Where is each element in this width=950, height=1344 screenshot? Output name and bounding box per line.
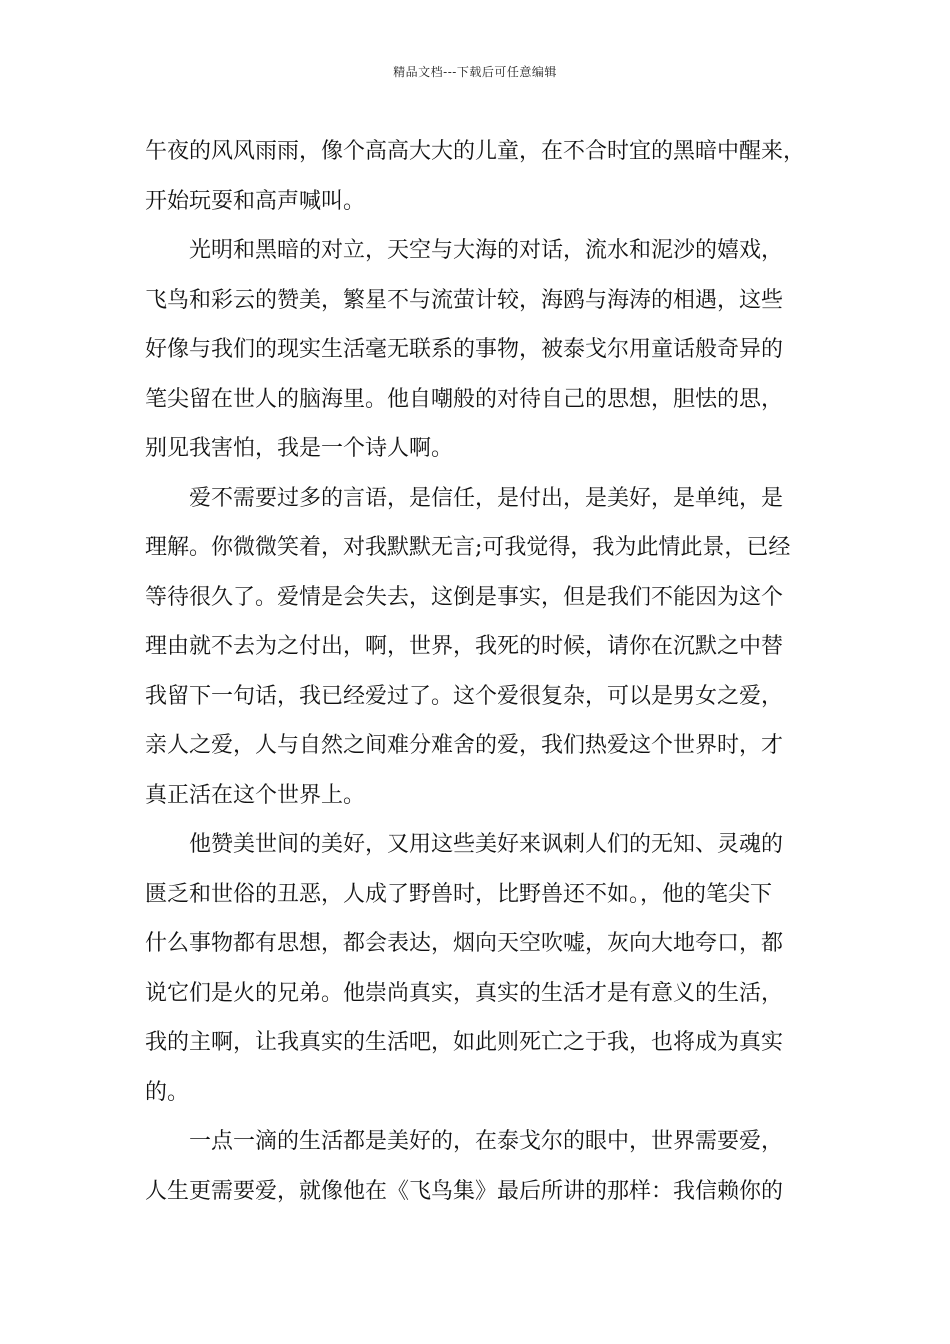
text-line: 匮乏和世俗的丑恶，人成了野兽时，比野兽还不如。，他的笔尖下 xyxy=(145,881,773,907)
text-line: 他赞美世间的美好，又用这些美好来讽刺人们的无知、灵魂的 xyxy=(189,832,784,857)
paragraph-2 xyxy=(145,226,811,474)
document-body xyxy=(145,127,811,1216)
paragraph-3 xyxy=(145,474,811,821)
text-line: 开始玩耍和高声喊叫。 xyxy=(145,188,366,214)
text-line: 理解。你微微笑着，对我默默无言;可我觉得，我为此情此景，已经 xyxy=(145,535,791,560)
text-line: 的。 xyxy=(145,1079,190,1105)
text-line: 别见我害怕，我是一个诗人啊。 xyxy=(145,436,454,461)
text-line: 什么事物都有思想，都会表达，烟向天空吹嘘，灰向大地夸口，都 xyxy=(145,931,784,956)
text-line: 真正活在这个世界上。 xyxy=(145,782,366,808)
paragraph-1 xyxy=(145,127,811,226)
text-line: 飞鸟和彩云的赞美，繁星不与流萤计较，海鸥与海涛的相遇，这些 xyxy=(145,287,784,313)
paragraph-5 xyxy=(145,1117,811,1216)
text-line: 一点一滴的生活都是美好的，在泰戈尔的眼中，世界需要爱， xyxy=(189,1129,784,1154)
text-line: 理由就不去为之付出，啊，世界，我死的时候，请你在沉默之中替 xyxy=(145,634,784,659)
text-line: 我的主啊，让我真实的生活吧，如此则死亡之于我，也将成为真实 xyxy=(145,1030,784,1055)
text-line: 午夜的风风雨雨，像个高高大大的儿童，在不合时宜的黑暗中醒来， xyxy=(145,139,806,164)
text-line: 好像与我们的现实生活毫无联系的事物，被泰戈尔用童话般奇异的 xyxy=(145,337,784,362)
page-header: 精品文档---下载后可任意编辑 xyxy=(393,65,557,79)
text-line: 爱不需要过多的言语，是信任，是付出，是美好，是单纯，是 xyxy=(189,485,784,511)
text-line: 人生更需要爱，就像他在《飞鸟集》最后所讲的那样：我信赖你的 xyxy=(145,1178,784,1204)
paragraph-4 xyxy=(145,820,811,1117)
text-line: 笔尖留在世人的脑海里。他自嘲般的对待自己的思想，胆怯的思， xyxy=(145,386,784,412)
text-line: 说它们是火的兄弟。他崇尚真实，真实的生活才是有意义的生活， xyxy=(145,980,784,1006)
text-line: 我留下一句话，我已经爱过了。这个爱很复杂，可以是男女之爱， xyxy=(145,683,784,709)
text-line: 亲人之爱，人与自然之间难分难舍的爱，我们热爱这个世界时，才 xyxy=(145,733,784,758)
text-line: 光明和黑暗的对立，天空与大海的对话，流水和泥沙的嬉戏， xyxy=(189,238,784,263)
text-line: 等待很久了。爱情是会失去，这倒是事实，但是我们不能因为这个 xyxy=(145,584,784,610)
